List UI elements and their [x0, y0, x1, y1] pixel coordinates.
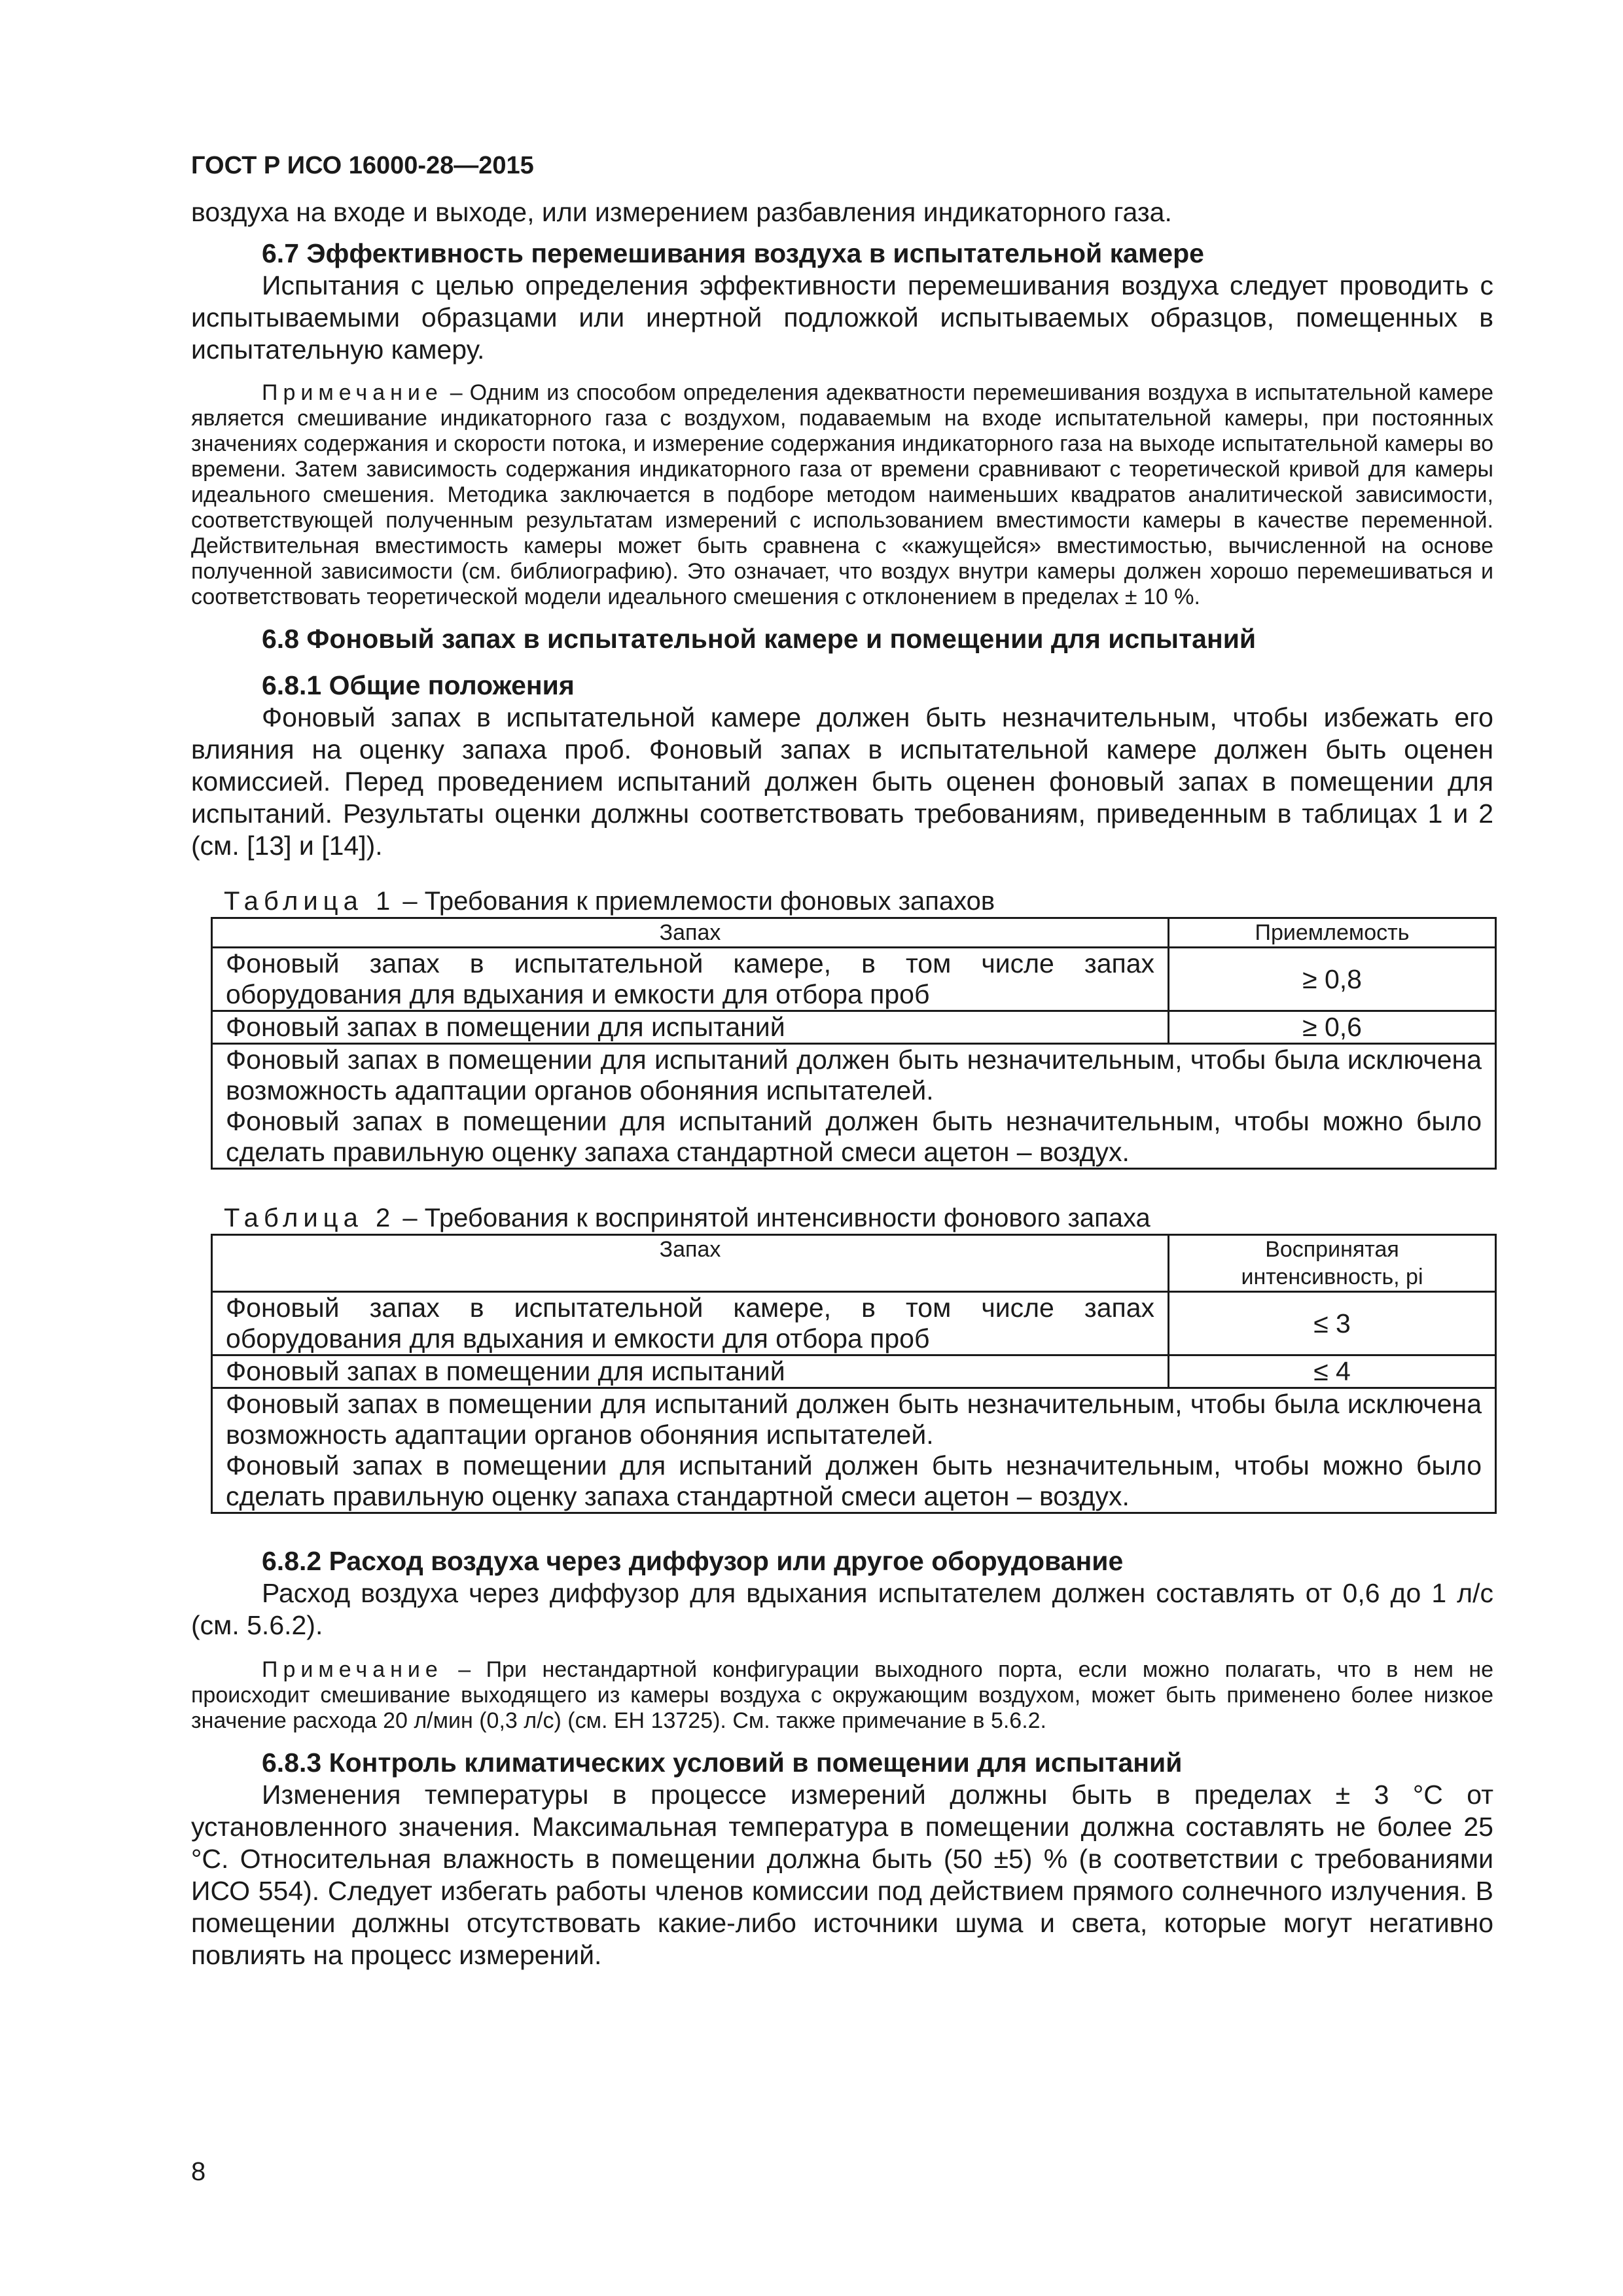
table-2-row-1-label: Фоновый запах в испытательной камере, в том числе запах оборудования для вдыхания и емкости для отбора проб — [212, 1292, 1169, 1355]
table-row — [212, 1011, 1496, 1044]
table-1 — [211, 917, 1497, 1170]
note-label: Примечание — [262, 1657, 443, 1682]
section-6-7-text: Испытания с целью определения эффективности перемешивания воздуха следует проводить с испытываемыми образцами или инертной подложкой испытываемых образцов, помещенных в испытательную камеру. — [191, 270, 1493, 365]
standard-designation: ГОСТ Р ИСО 16000-28—2015 — [191, 152, 534, 179]
table-row — [212, 948, 1496, 1011]
table-2-header-row — [212, 1235, 1496, 1292]
note-text: – При нестандартной конфигурации выходного порта, если можно полагать, что в нем не происходит смешивание выходящего из камеры воздуха с окружающим воздухом, может быть применено более низкое значение расхода 20 л/мин (0,3 л/с) (см. ЕН 13725). См. также примечание в 5.6.2. — [191, 1657, 1493, 1733]
section-6-8-1-heading: 6.8.1 Общие положения — [262, 670, 575, 700]
table-1-row-2-label: Фоновый запах в помещении для испытаний — [212, 1011, 1169, 1044]
page-number: 8 — [191, 2157, 206, 2186]
section-6-8-heading: 6.8 Фоновый запах в испытательной камере и помещении для испытаний — [262, 624, 1257, 654]
section-6-8-2-note — [191, 1657, 1493, 1734]
continuation-line: воздуха на входе и выходе, или измерением разбавления индикаторного газа. — [191, 197, 1172, 227]
section-6-8-2-heading: 6.8.2 Расход воздуха через диффузор или другое оборудование — [262, 1546, 1124, 1576]
table-2-row-1-value: ≤ 3 — [1169, 1292, 1496, 1355]
table-2-col-header-intensity-line-2: интенсивность, pi — [1241, 1265, 1423, 1289]
table-2-footer-line-2: Фоновый запах в помещении для испытаний должен быть незначительным, чтобы можно было сделать правильную оценку запаха стандартной смеси ацетон – воздух. — [226, 1450, 1482, 1511]
table-1-footer-line-2: Фоновый запах в помещении для испытаний должен быть незначительным, чтобы можно было сделать правильную оценку запаха стандартной смеси ацетон – воздух. — [226, 1106, 1482, 1167]
table-1-col-header-odor: Запах — [212, 918, 1169, 948]
table-2-col-header-intensity — [1169, 1235, 1496, 1292]
table-2-row-2-value: ≤ 4 — [1169, 1355, 1496, 1388]
table-1-col-header-acceptability: Приемлемость — [1169, 918, 1496, 948]
table-2-row-2-label: Фоновый запах в помещении для испытаний — [212, 1355, 1169, 1388]
table-1-row-1-value: ≥ 0,8 — [1169, 948, 1496, 1011]
table-2-footer-line-1: Фоновый запах в помещении для испытаний должен быть незначительным, чтобы была исключена возможность адаптации органов обоняния испытателей. — [226, 1389, 1482, 1450]
table-2-col-header-odor: Запах — [212, 1235, 1169, 1292]
section-6-8-2-text: Расход воздуха через диффузор для вдыхания испытателем должен составлять от 0,6 до 1 л/с (см. 5.6.2). — [191, 1578, 1493, 1640]
table-2 — [211, 1234, 1497, 1514]
table-2-footer-row — [212, 1388, 1496, 1513]
table-2-caption — [224, 1202, 1493, 1234]
table-2-caption-label: Таблица 2 — [224, 1204, 396, 1232]
section-6-7-note — [191, 380, 1493, 610]
section-6-7-heading: 6.7 Эффективность перемешивания воздуха в испытательной камере — [262, 238, 1204, 268]
note-label: Примечание — [262, 380, 443, 405]
table-1-caption-label: Таблица 1 — [224, 887, 396, 916]
section-6-8-1-text: Фоновый запах в испытательной камере должен быть незначительным, чтобы избежать его влияния на оценку запаха проб. Фоновый запах в испытательной камере должен быть оценен комиссией. Перед проведением испытаний должен быть оценен фоновый запах в помещении для испытаний. Результаты оценки должны соответствовать требованиям, приведенным в таблицах 1 и 2 (см. [13] и [14]). — [191, 702, 1493, 861]
section-6-8-3-heading: 6.8.3 Контроль климатических условий в помещении для испытаний — [262, 1748, 1183, 1778]
table-1-row-2-value: ≥ 0,6 — [1169, 1011, 1496, 1044]
table-2-caption-text: – Требования к воспринятой интенсивности фонового запаха — [395, 1204, 1150, 1232]
table-1-header-row — [212, 918, 1496, 948]
table-1-caption — [224, 886, 1493, 917]
section-6-8-3-text: Изменения температуры в процессе измерений должны быть в пределах ± 3 °С от установленного значения. Максимальная температура в помещении должна составлять не более 25 °С. Относительная влажность в помещении должна быть (50 ±5) % (в соответствии с требованиями ИСО 554). Следует избегать работы членов комиссии под действием прямого солнечного излучения. В помещении должны отсутствовать какие-либо источники шума и света, которые могут негативно повлиять на процесс измерений. — [191, 1780, 1493, 1970]
table-2-footer — [212, 1388, 1496, 1513]
table-row — [212, 1292, 1496, 1355]
note-text: – Одним из способом определения адекватности перемешивания воздуха в испытательной камере является смешивание индикаторного газа с воздухом, подаваемым на входе испытательной камеры, при постоянных значениях содержания и скорости потока, и измерение содержания индикаторного газа на выходе испытательной камеры во времени. Затем зависимость содержания индикаторного газа от времени сравнивают с теоретической кривой для камеры идеального смешения. Методика заключается в подборе методом наименьших квадратов аналитической зависимости, соответствующей полученным результатам измерений с использованием вместимости камеры в качестве переменной. Действительная вместимость камеры может быть сравнена с «кажущейся» вместимостью, вычисленной на основе полученной зависимости (см. библиографию). Это означает, что воздух внутри камеры должен хорошо перемешиваться и соответствовать теоретической модели идеального смешения с отклонением в пределах ± 10 %. — [191, 380, 1493, 609]
table-1-footer-row — [212, 1044, 1496, 1169]
table-1-footer — [212, 1044, 1496, 1169]
content-column — [191, 196, 1493, 1971]
table-row — [212, 1355, 1496, 1388]
table-1-row-1-label: Фоновый запах в испытательной камере, в том числе запах оборудования для вдыхания и емкости для отбора проб — [212, 948, 1169, 1011]
table-1-caption-text: – Требования к приемлемости фоновых запахов — [395, 887, 995, 916]
table-2-col-header-intensity-line-1: Воспринятая — [1265, 1237, 1399, 1262]
table-1-footer-line-1: Фоновый запах в помещении для испытаний должен быть незначительным, чтобы была исключена возможность адаптации органов обоняния испытателей. — [226, 1045, 1482, 1105]
